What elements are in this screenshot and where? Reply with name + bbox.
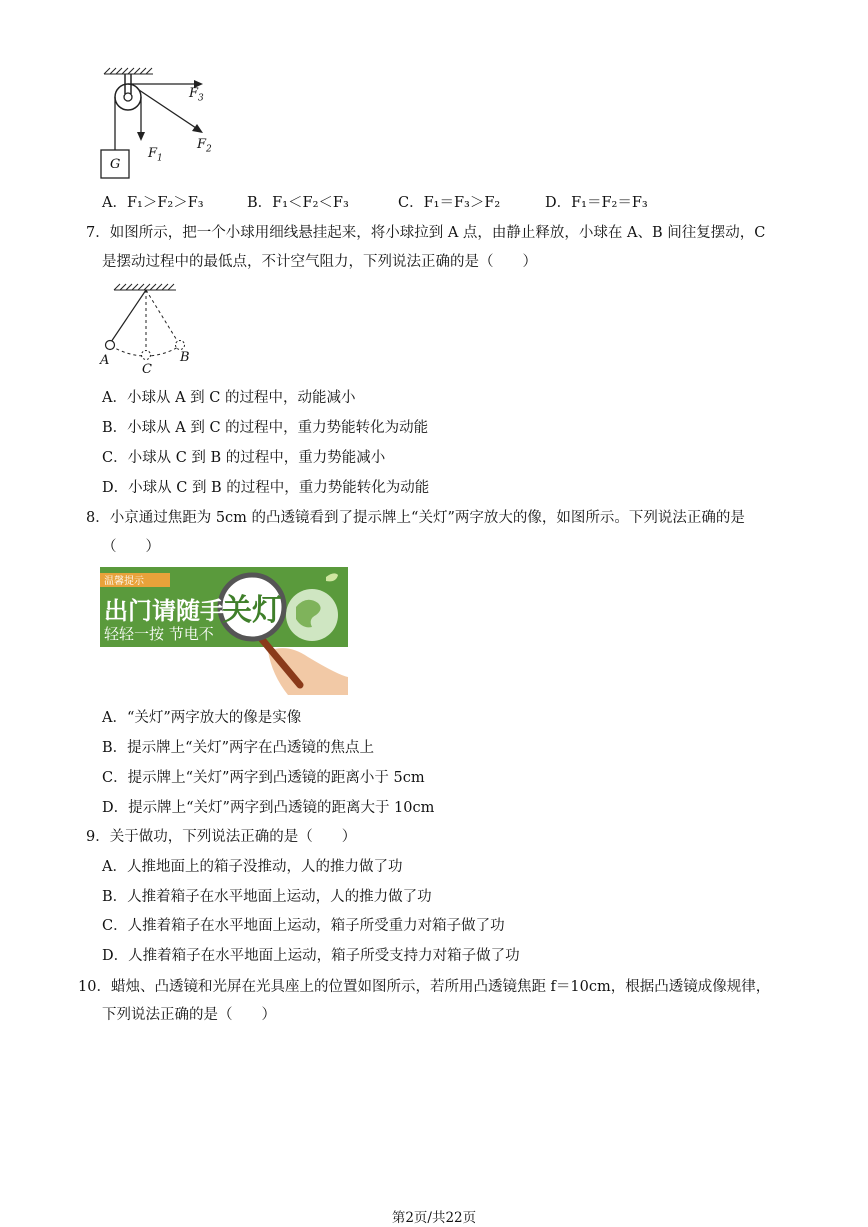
q9-stem: 9．关于做功，下列说法正确的是（ ） — [86, 829, 357, 845]
q9-option-c[interactable]: C．人推着箱子在水平地面上运动，箱子所受重力对箱子做了功 — [102, 918, 505, 934]
q7-option-d[interactable]: D．小球从 C 到 B 的过程中，重力势能转化为动能 — [102, 480, 430, 496]
q6-option-d[interactable]: D．F₁＝F₂＝F₃ — [545, 195, 648, 211]
q6-option-b[interactable]: B．F₁＜F₂＜F₃ — [247, 195, 349, 211]
q8-stem-line1: 8．小京通过焦距为 5cm 的凸透镜看到了提示牌上“关灯”两字放大的像，如图所示。下列说法正确的是 — [86, 510, 745, 526]
sign-line2: 轻轻一按 节电不 — [104, 625, 214, 643]
q7-option-c[interactable]: C．小球从 C 到 B 的过程中，重力势能减小 — [102, 450, 386, 466]
f3-label: $F_3$ — [189, 86, 204, 104]
q9-option-a[interactable]: A．人推地面上的箱子没推动，人的推力做了功 — [102, 859, 403, 875]
q6-option-a[interactable]: A．F₁＞F₂＞F₃ — [102, 195, 204, 211]
q8-option-c[interactable]: C．提示牌上“关灯”两字到凸透镜的距离小于 5cm — [102, 770, 425, 786]
g-label: G — [110, 157, 121, 172]
point-b-label: B — [180, 350, 190, 365]
q8-option-d[interactable]: D．提示牌上“关灯”两字到凸透镜的距离大于 10cm — [102, 800, 435, 816]
q9-option-d[interactable]: D．人推着箱子在水平地面上运动，箱子所受支持力对箱子做了功 — [102, 948, 520, 964]
sign-badge: 温馨提示 — [104, 576, 144, 587]
q8-stem-line2: （ ） — [102, 539, 160, 555]
f1-label: $F_1$ — [148, 146, 163, 164]
point-a-label: A — [100, 353, 110, 368]
q6-option-c[interactable]: C．F₁＝F₃＞F₂ — [398, 195, 501, 211]
page-footer: 第2页/共22页 — [391, 1210, 477, 1226]
ball-a — [106, 341, 115, 350]
q9-option-b[interactable]: B．人推着箱子在水平地面上运动，人的推力做了功 — [102, 889, 432, 905]
q8-option-b[interactable]: B．提示牌上“关灯”两字在凸透镜的焦点上 — [102, 740, 374, 756]
q7-stem-line2: 是摆动过程中的最低点，不计空气阻力，下列说法正确的是（ ） — [102, 254, 537, 270]
q8-option-a[interactable]: A．“关灯”两字放大的像是实像 — [102, 710, 302, 726]
ball-b — [176, 341, 185, 350]
sign-line1: 出门请随手 — [104, 597, 224, 625]
q10-stem-line1: 10．蜡烛、凸透镜和光屏在光具座上的位置如图所示，若所用凸透镜焦距 f＝10cm，根据凸透镜成像规律， — [78, 979, 771, 995]
q7-option-a[interactable]: A．小球从 A 到 C 的过程中，动能减小 — [102, 390, 356, 406]
point-c-label: C — [142, 362, 152, 377]
sign-magnified-text: 关灯 — [222, 593, 282, 628]
f2-label: $F_2$ — [197, 137, 212, 155]
ball-c — [142, 351, 151, 360]
q10-stem-line2: 下列说法正确的是（ ） — [102, 1007, 276, 1023]
q7-option-b[interactable]: B．小球从 A 到 C 的过程中，重力势能转化为动能 — [102, 420, 429, 436]
reminder-sign-image — [100, 567, 348, 695]
pendulum-figure — [0, 0, 868, 400]
q7-stem-line1: 7．如图所示，把一个小球用细线悬挂起来，将小球拉到 A 点，由静止释放，小球在 A、B 间往复摆动，C — [86, 225, 766, 241]
